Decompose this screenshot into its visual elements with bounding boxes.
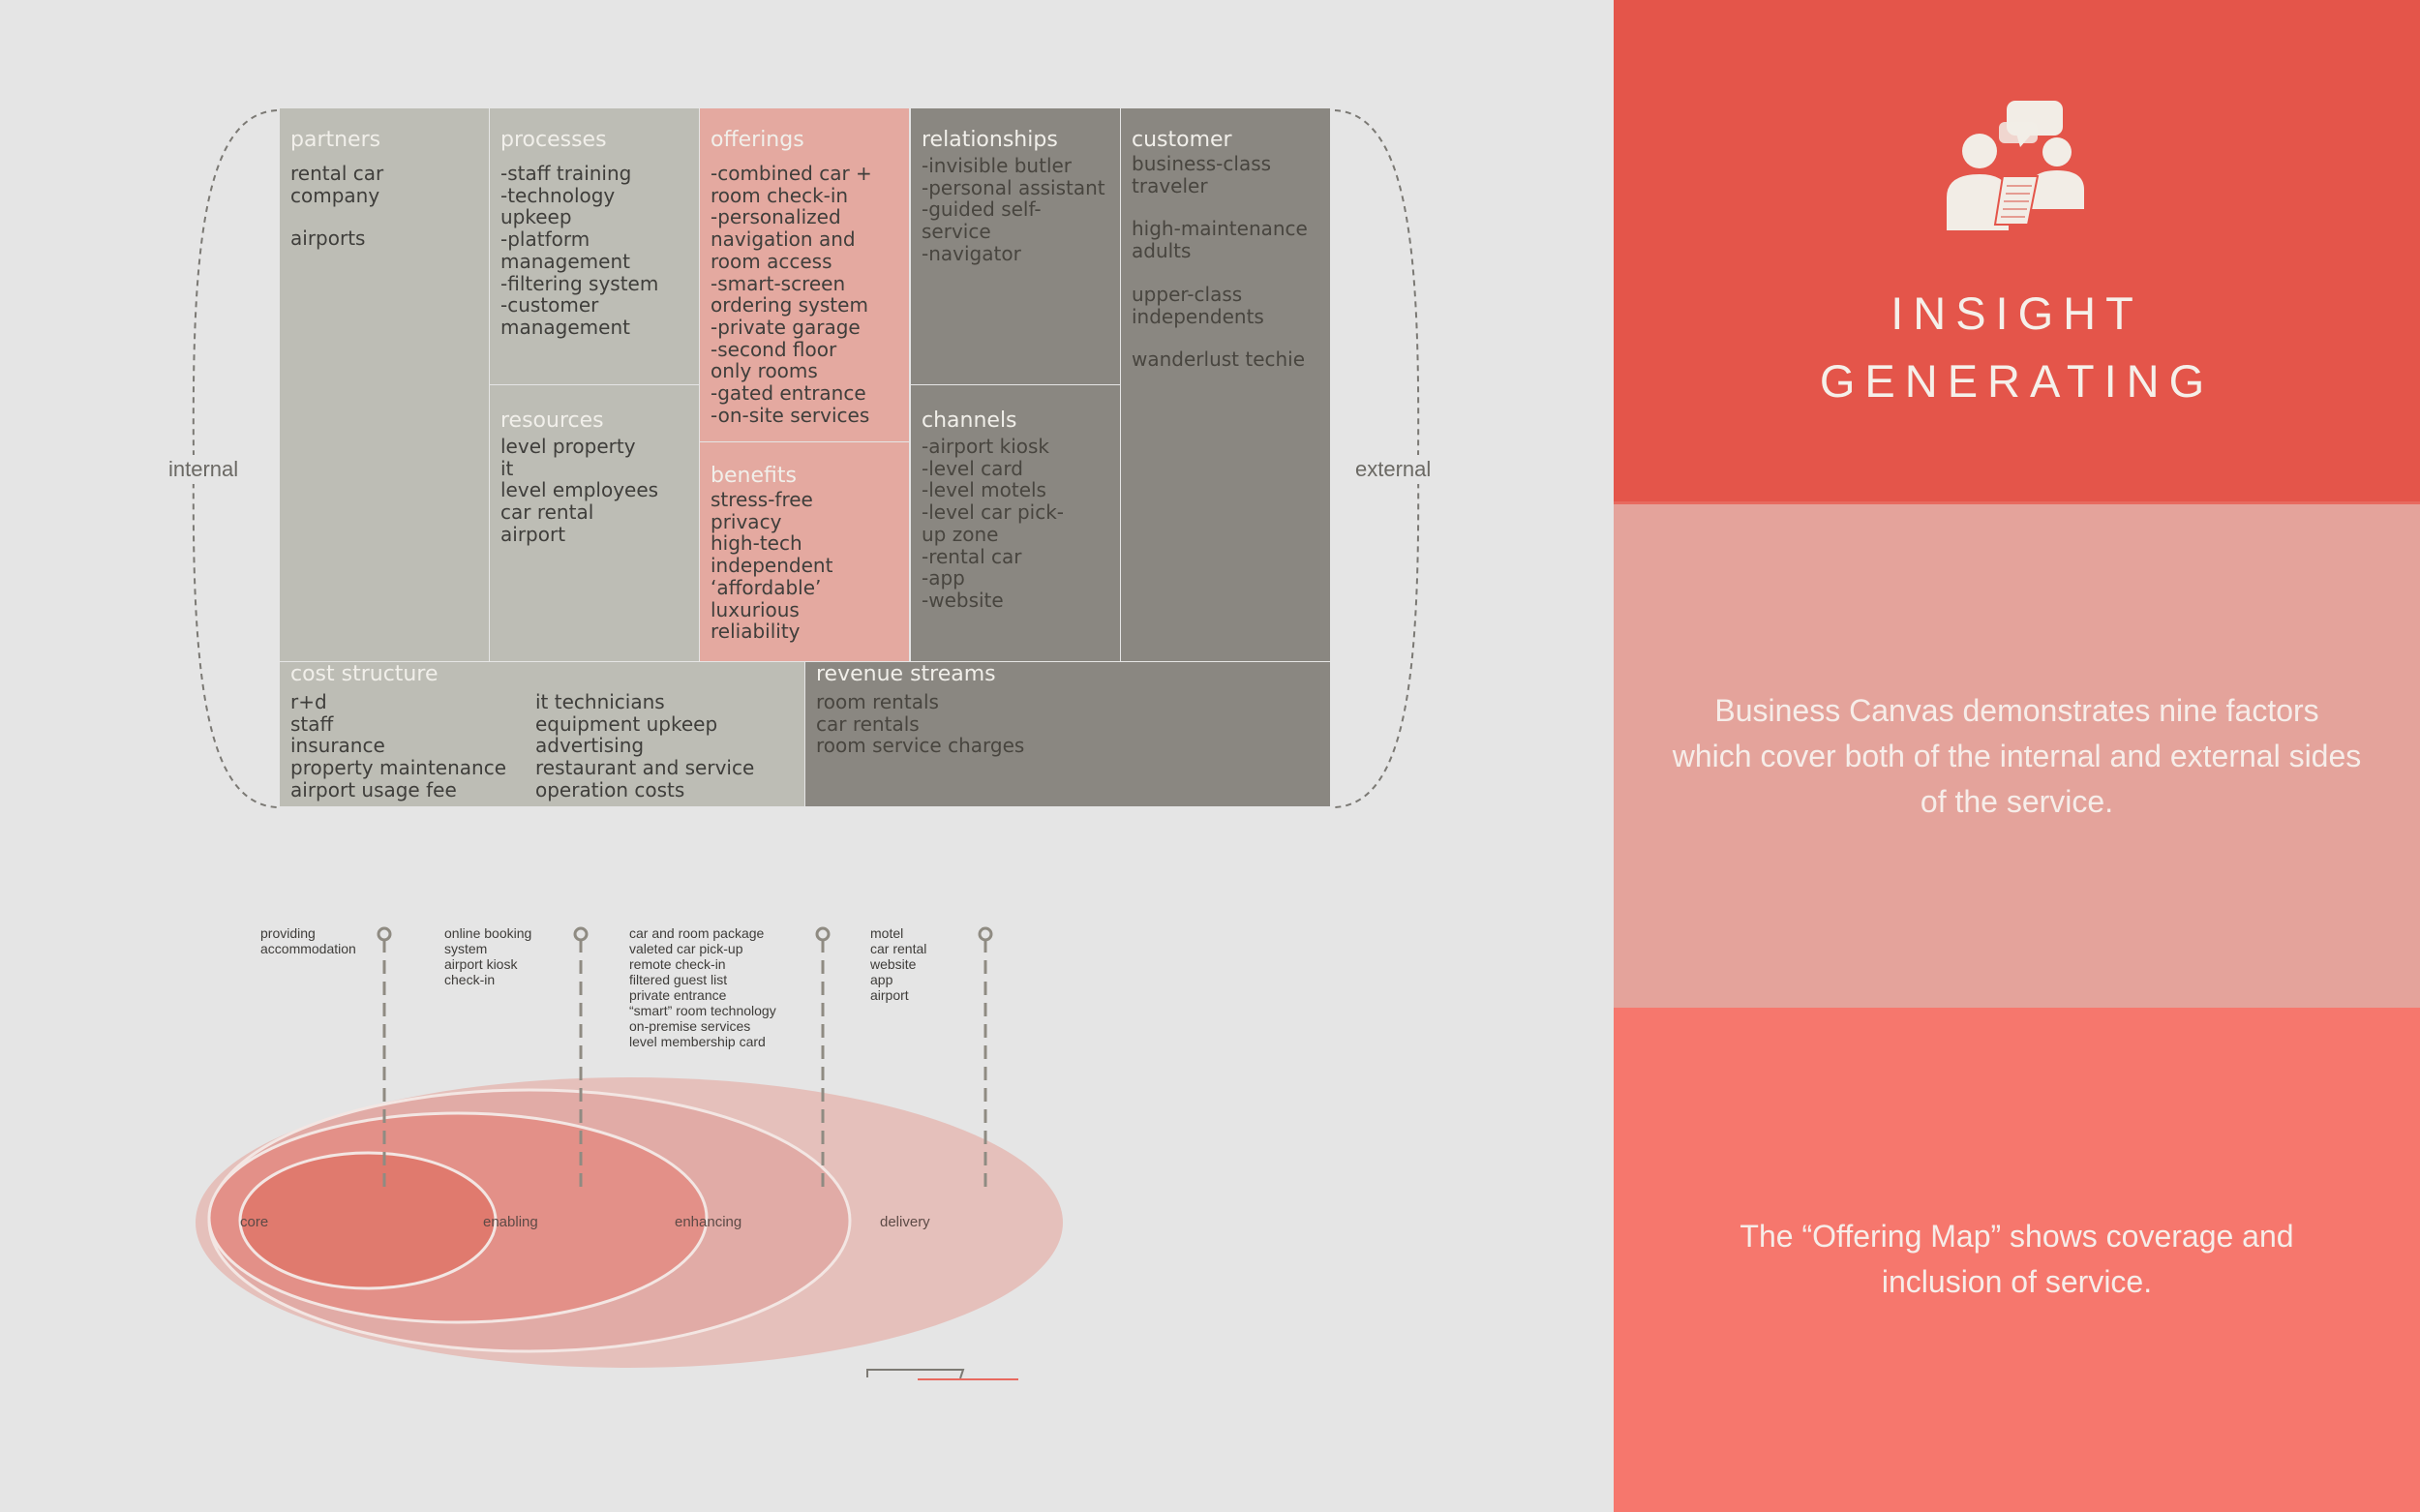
partners-item: airports xyxy=(290,227,366,251)
resources-item: it xyxy=(500,456,514,480)
panel-offering-section xyxy=(1614,1008,2420,1512)
benefits-item: independent xyxy=(711,554,833,578)
offerings-item: -gated entrance xyxy=(711,381,866,406)
channels-item: up zone xyxy=(922,522,999,546)
channels-item: -app xyxy=(922,566,965,590)
partners-item: company xyxy=(290,183,380,207)
benefits-item: luxurious xyxy=(711,597,800,621)
channels-item: -level car pick- xyxy=(922,500,1065,525)
benefits-item: ‘affordable’ xyxy=(711,575,822,599)
pin-head xyxy=(575,928,587,940)
processes-block xyxy=(490,108,699,384)
cost-item: it technicians xyxy=(535,690,665,713)
channels-item: -website xyxy=(922,588,1004,612)
cost-item: r+d xyxy=(290,690,327,713)
ring-label-enhancing: enhancing xyxy=(675,1214,742,1230)
pin-line-text: private entrance xyxy=(629,987,727,1003)
benefits-item: reliability xyxy=(711,620,801,644)
offerings-item: -combined car + xyxy=(711,162,872,185)
offerings-item: room access xyxy=(711,249,832,273)
partners-block xyxy=(280,108,489,661)
customer-item: high-maintenance xyxy=(1132,217,1308,241)
ring-label-enabling: enabling xyxy=(483,1214,538,1230)
panel-description-section xyxy=(1614,504,2420,1008)
relationships-item: service xyxy=(922,220,991,244)
processes-heading: processes xyxy=(500,128,607,152)
pin-line-text: airport xyxy=(870,987,909,1003)
ring-label-delivery: delivery xyxy=(880,1214,930,1230)
resources-item: level employees xyxy=(500,478,659,502)
cost-item: operation costs xyxy=(535,777,685,801)
internal-label: internal xyxy=(168,455,238,484)
ring-core xyxy=(240,1153,496,1288)
relationships-item: -guided self- xyxy=(922,197,1042,222)
pin-line-text: online booking xyxy=(444,925,532,941)
cost-structure-col2 xyxy=(535,691,754,801)
revenue-streams-block xyxy=(805,662,1330,806)
relationships-block xyxy=(911,108,1120,384)
pin-line-text: check-in xyxy=(444,972,496,987)
panel-description: Business Canvas demonstrates nine factors which cover both of the internal and external sides of the service. xyxy=(1672,693,2362,819)
people-conversation-icon xyxy=(1943,97,2090,234)
external-label: external xyxy=(1355,455,1431,484)
pin-line-text: remote check-in xyxy=(629,956,726,972)
pin-line-text: valeted car pick-up xyxy=(629,941,743,956)
panel-title-line2: GENERATING xyxy=(1819,355,2215,407)
cost-item: insurance xyxy=(290,734,385,758)
processes-item: -platform xyxy=(500,227,590,252)
pin-line-text: accommodation xyxy=(260,941,356,956)
partners-item: rental car xyxy=(290,162,384,185)
relationships-heading: relationships xyxy=(922,128,1058,152)
offerings-item: room check-in xyxy=(711,183,849,207)
revenue-item: car rentals xyxy=(816,711,920,736)
benefits-heading: benefits xyxy=(711,464,797,488)
resources-heading: resources xyxy=(500,408,604,433)
processes-item: -staff training xyxy=(500,162,632,185)
channels-item: -airport kiosk xyxy=(922,435,1049,458)
panel-title-section xyxy=(1614,0,2420,504)
processes-item: management xyxy=(500,315,630,339)
channels-block xyxy=(911,385,1120,661)
pin-line-text: website xyxy=(870,956,917,972)
channels-item: -rental car xyxy=(922,544,1022,568)
pin-line-text: on-premise services xyxy=(629,1018,751,1034)
pin-line-text: app xyxy=(870,972,893,987)
processes-item: -filtering system xyxy=(500,271,659,295)
processes-item: management xyxy=(500,249,630,273)
panel-offering-note: The “Offering Map” shows coverage and inclusion of service. xyxy=(1739,1219,2294,1299)
benefits-item: privacy xyxy=(711,509,782,533)
offerings-item: -smart-screen xyxy=(711,271,846,295)
relationships-item: -navigator xyxy=(922,241,1021,265)
cost-structure-heading: cost structure xyxy=(290,662,439,686)
offerings-block xyxy=(700,108,909,441)
revenue-item: room service charges xyxy=(816,734,1025,758)
pin-line-text: motel xyxy=(870,925,904,941)
pin-line-text: car and room package xyxy=(629,925,765,941)
pin-line-text: filtered guest list xyxy=(629,972,728,987)
offerings-item: only rooms xyxy=(711,359,818,383)
pin-line-text: providing xyxy=(260,925,316,941)
benefits-block xyxy=(700,442,909,661)
customer-item: adults xyxy=(1132,239,1192,263)
panel-title-line1: INSIGHT xyxy=(1891,287,2143,339)
customer-item: business-class xyxy=(1132,152,1272,175)
customer-item: independents xyxy=(1132,304,1264,328)
ring-label-core: core xyxy=(240,1214,269,1230)
customer-block xyxy=(1121,108,1330,661)
offerings-item: -second floor xyxy=(711,337,837,361)
channels-heading: channels xyxy=(922,408,1017,433)
benefits-item: stress-free xyxy=(711,488,813,511)
pin-head xyxy=(378,928,390,940)
customer-heading: customer xyxy=(1132,128,1232,152)
partners-heading: partners xyxy=(290,128,381,152)
customer-item: traveler xyxy=(1132,173,1208,197)
offerings-heading: offerings xyxy=(711,128,804,152)
pin-head xyxy=(980,928,991,940)
cost-item: airport usage fee xyxy=(290,777,457,801)
customer-item: wanderlust techie xyxy=(1132,348,1306,372)
offerings-item: -private garage xyxy=(711,315,861,339)
cost-item: equipment upkeep xyxy=(535,711,718,736)
cost-item: staff xyxy=(290,711,334,736)
pin-text-delivery xyxy=(870,925,926,1003)
offerings-item: navigation and xyxy=(711,227,856,252)
processes-item: upkeep xyxy=(500,205,572,229)
cost-structure-col1 xyxy=(290,691,506,801)
pin-line-text: car rental xyxy=(870,941,927,956)
offerings-item: ordering system xyxy=(711,293,868,318)
cost-item: property maintenance xyxy=(290,756,506,780)
relationships-item: -personal assistant xyxy=(922,175,1105,199)
channels-item: -level card xyxy=(922,456,1023,480)
pin-line-text: “smart” room technology xyxy=(629,1003,776,1018)
pin-line-text: airport kiosk xyxy=(444,956,518,972)
pin-text-core xyxy=(260,925,356,956)
processes-item: -technology xyxy=(500,183,616,207)
pin-line-text: system xyxy=(444,941,488,956)
pin-head xyxy=(817,928,829,940)
benefits-item: high-tech xyxy=(711,531,802,556)
resources-block xyxy=(490,385,699,661)
resources-item: airport xyxy=(500,522,566,546)
revenue-item: room rentals xyxy=(816,690,939,713)
cost-item: restaurant and service xyxy=(535,756,755,780)
offerings-item: -personalized xyxy=(711,205,841,229)
channels-item: -level motels xyxy=(922,478,1046,502)
customer-item: upper-class xyxy=(1132,282,1243,306)
resources-item: car rental xyxy=(500,500,594,525)
processes-item: -customer xyxy=(500,293,599,318)
cost-item: advertising xyxy=(535,734,645,758)
revenue-streams-heading: revenue streams xyxy=(816,662,996,686)
offerings-item: -on-site services xyxy=(711,403,870,427)
legend-mark xyxy=(867,1370,963,1378)
pin-text-enabling xyxy=(444,925,531,987)
pin-line-text: level membership card xyxy=(629,1034,766,1049)
resources-item: level property xyxy=(500,435,636,458)
relationships-item: -invisible butler xyxy=(922,154,1073,177)
cost-structure-block xyxy=(280,662,804,806)
pin-text-enhancing xyxy=(629,925,776,1049)
